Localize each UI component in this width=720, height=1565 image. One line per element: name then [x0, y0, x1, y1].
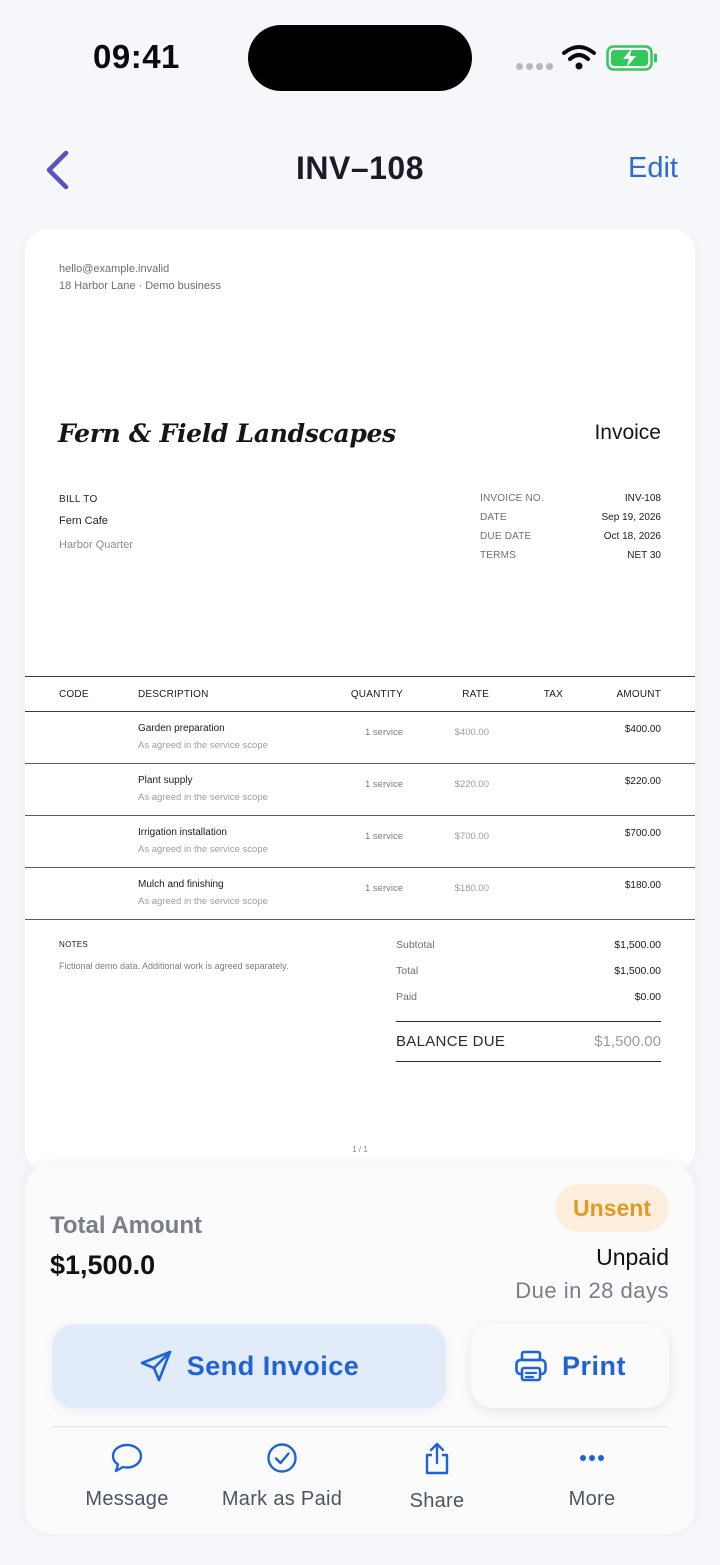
more-icon: [575, 1442, 609, 1474]
bill-to-name: Fern Cafe: [59, 515, 108, 527]
tab-more[interactable]: [517, 1442, 667, 1511]
bill-to-area: Harbor Quarter: [59, 539, 133, 551]
status-time: 09:41: [93, 38, 180, 75]
item-amount: $400.00: [624, 724, 661, 735]
item-quantity: 1 service: [364, 727, 403, 738]
tab-message-label: Message: [85, 1488, 169, 1510]
table-header: [25, 676, 695, 712]
item-note: As agreed in the service scope: [138, 896, 268, 907]
column-quantity: QUANTITY: [350, 689, 403, 700]
meta-key: DUE DATE: [480, 531, 532, 542]
page-title: INV–108: [295, 150, 425, 186]
item-description: Garden preparation: [138, 723, 225, 734]
meta-key: INVOICE NO.: [480, 493, 544, 504]
item-amount: $180.00: [624, 880, 661, 891]
item-quantity: 1 service: [364, 831, 403, 842]
totals-value: $0.00: [634, 991, 661, 1003]
tab-message[interactable]: [52, 1442, 202, 1511]
totals-row: [396, 991, 661, 1017]
column-description: DESCRIPTION: [138, 689, 209, 700]
printer-icon: [514, 1349, 548, 1383]
meta-key: DATE: [480, 512, 507, 523]
send-invoice-label: Send Invoice: [186, 1350, 360, 1381]
meta-row: [480, 550, 661, 569]
check-circle-icon: [265, 1442, 299, 1474]
meta-row: [480, 493, 661, 512]
page-number: 1 / 1: [352, 1145, 368, 1154]
status-badge: Unsent: [555, 1184, 669, 1232]
meta-value: Oct 18, 2026: [603, 531, 661, 542]
table-row: [25, 816, 695, 868]
document-type: Invoice: [594, 421, 661, 444]
message-icon: [110, 1442, 144, 1474]
totals-value: $1,500.00: [614, 939, 661, 951]
totals-row: [396, 939, 661, 965]
meta-value: NET 30: [627, 550, 661, 561]
balance-due-value: $1,500.00: [594, 1033, 661, 1050]
balance-due-label: BALANCE DUE: [396, 1033, 506, 1050]
meta-row: [480, 512, 661, 531]
send-invoice-button[interactable]: [52, 1324, 446, 1408]
tab-more-label: More: [568, 1488, 616, 1510]
total-amount-value: $1,500.0: [50, 1250, 156, 1280]
totals-row: [396, 965, 661, 991]
totals-key: Subtotal: [396, 939, 435, 951]
totals-key: Paid: [396, 991, 418, 1003]
table-row: [25, 712, 695, 764]
invoice-actions-sheet: [25, 1164, 695, 1534]
column-rate: RATE: [462, 689, 489, 700]
battery-charging-icon: [606, 45, 658, 71]
item-note: As agreed in the service scope: [138, 792, 268, 803]
item-rate: $400.00: [454, 727, 489, 738]
item-rate: $180.00: [454, 883, 489, 894]
send-icon: [139, 1349, 173, 1383]
column-code: CODE: [59, 689, 89, 700]
cellular-signal-icon: [516, 63, 553, 70]
business-name: Fern & Field Landscapes: [58, 419, 396, 448]
column-tax: TAX: [543, 689, 563, 700]
invoice-meta: [480, 493, 661, 569]
item-description: Plant supply: [138, 775, 193, 786]
totals-value: $1,500.00: [614, 965, 661, 977]
item-rate: $220.00: [454, 779, 489, 790]
table-row: [25, 868, 695, 920]
item-quantity: 1 service: [364, 779, 403, 790]
item-rate: $700.00: [454, 831, 489, 842]
bill-to-label: BILL TO: [59, 494, 98, 505]
due-countdown: Due in 28 days: [515, 1278, 669, 1303]
share-icon: [420, 1442, 454, 1476]
print-button[interactable]: [471, 1324, 669, 1408]
totals-key: Total: [396, 965, 419, 977]
meta-row: [480, 531, 661, 550]
notes-label: NOTES: [59, 940, 89, 949]
tab-mark-as-paid-label: Mark as Paid: [221, 1488, 343, 1510]
business-email: hello@example.invalid: [59, 263, 170, 275]
meta-key: TERMS: [480, 550, 516, 561]
dynamic-island: [248, 25, 472, 91]
column-amount: AMOUNT: [616, 689, 661, 700]
meta-value: Sep 19, 2026: [601, 512, 661, 523]
item-note: As agreed in the service scope: [138, 844, 268, 855]
tab-share-label: Share: [409, 1490, 465, 1512]
wifi-icon: [562, 44, 596, 70]
balance-due: [396, 1021, 661, 1062]
table-row: [25, 764, 695, 816]
totals: [396, 939, 661, 1017]
print-label: Print: [561, 1350, 626, 1381]
total-amount-label: Total Amount: [50, 1212, 202, 1239]
tab-share[interactable]: [362, 1442, 512, 1513]
meta-value: INV-108: [624, 493, 661, 504]
notes-text: Fictional demo data. Additional work is agreed separately.: [59, 961, 289, 971]
divider: [52, 1426, 668, 1427]
tab-mark-as-paid[interactable]: [207, 1442, 357, 1511]
business-address: 18 Harbor Lane · Demo business: [59, 280, 222, 292]
item-note: As agreed in the service scope: [138, 740, 268, 751]
item-amount: $700.00: [624, 828, 661, 839]
item-amount: $220.00: [624, 776, 661, 787]
item-quantity: 1 service: [364, 883, 403, 894]
item-description: Irrigation installation: [138, 827, 227, 838]
invoice-preview: [25, 229, 695, 1171]
edit-button[interactable]: Edit: [628, 152, 678, 184]
payment-status: Unpaid: [596, 1244, 669, 1270]
item-description: Mulch and finishing: [138, 879, 224, 890]
